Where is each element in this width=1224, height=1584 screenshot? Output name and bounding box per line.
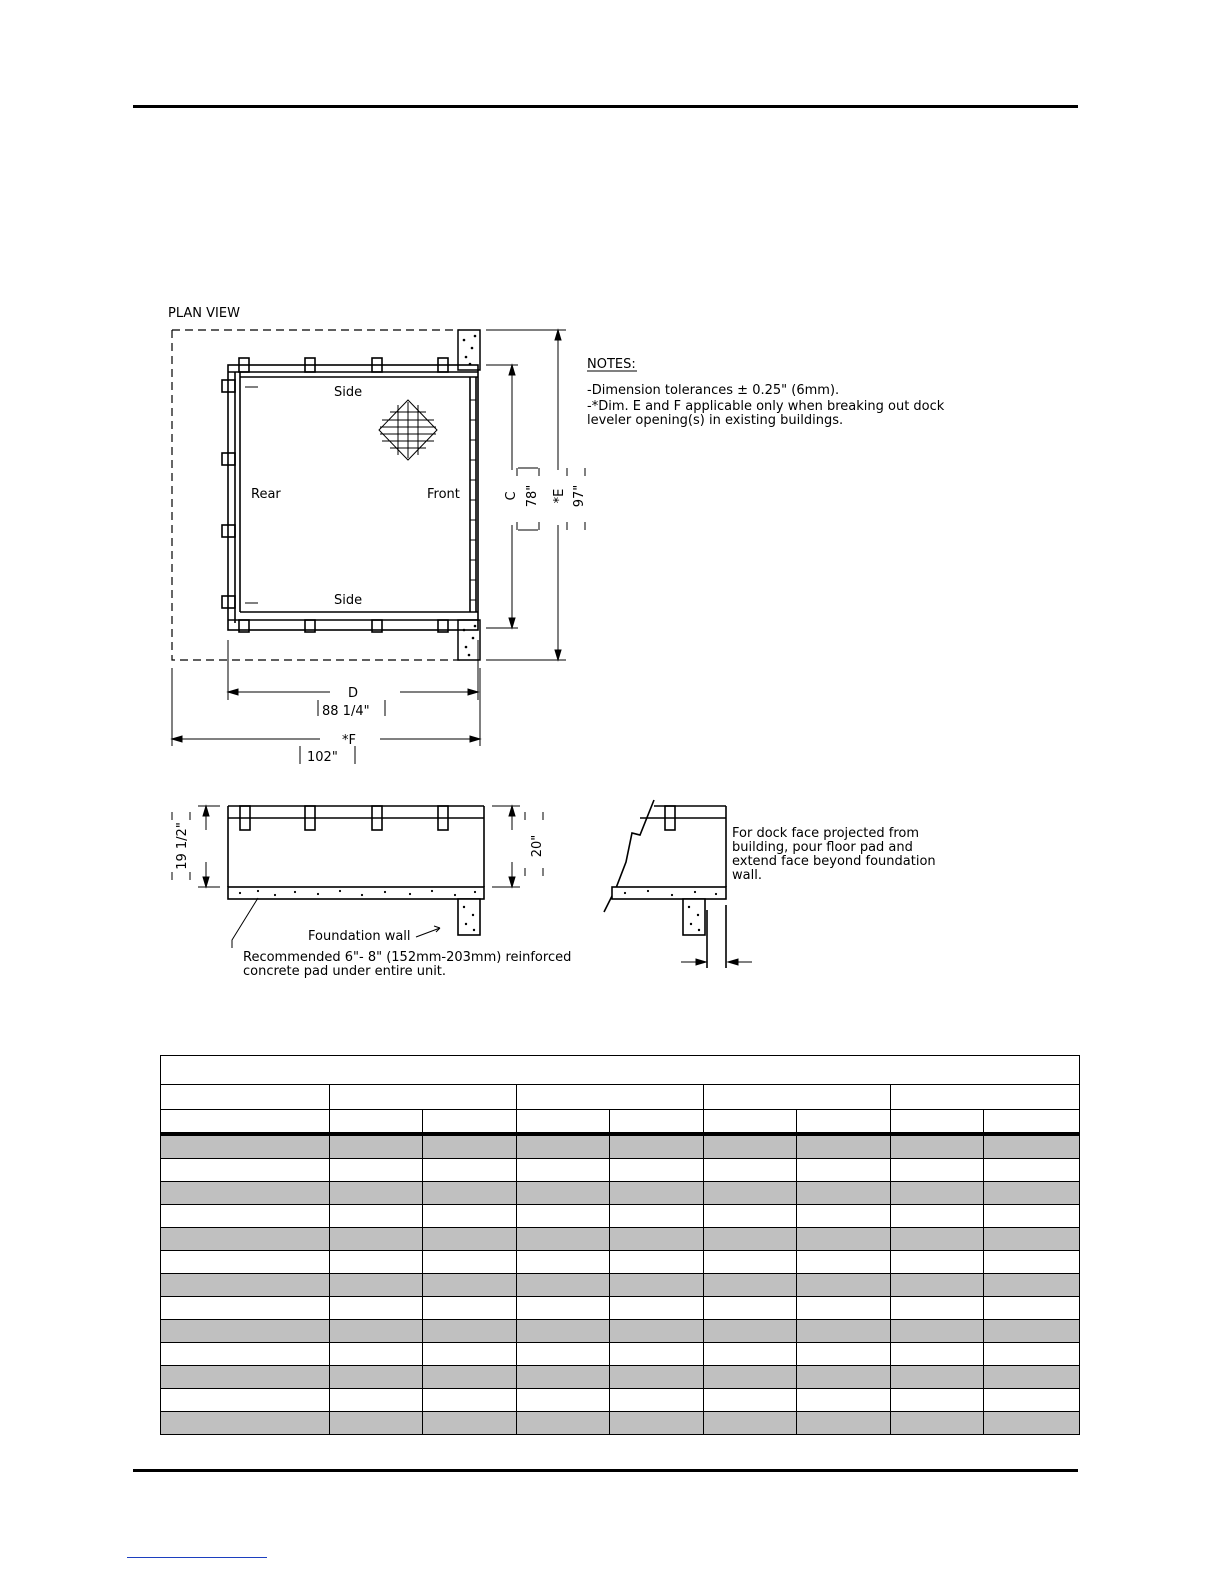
table-row — [161, 1320, 1080, 1343]
dim-f-value: 102" — [307, 750, 338, 765]
footer-rule — [133, 1469, 1078, 1472]
side-height-left: 19 1/2" — [175, 822, 190, 870]
dock-note-line-2: building, pour floor pad and — [732, 840, 913, 855]
table-row — [161, 1297, 1080, 1320]
note-2-line-2: leveler opening(s) in existing buildings. — [587, 413, 844, 428]
pad-leader — [232, 898, 258, 948]
label-front: Front — [427, 487, 460, 502]
footer-link-underline — [127, 1557, 267, 1558]
table-group-header-row — [161, 1085, 1080, 1110]
pad-note-line-2: concrete pad under entire unit. — [243, 964, 447, 979]
excavation-outline — [172, 330, 460, 660]
dim-e-value: 97" — [572, 484, 587, 508]
table-row — [161, 1134, 1080, 1159]
table-subheader-row — [161, 1110, 1080, 1135]
note-1: -Dimension tolerances ± 0.25" (6mm). — [587, 383, 840, 398]
notes-title: NOTES: — [587, 357, 636, 372]
table-row — [161, 1228, 1080, 1251]
pad-note-line-1: Recommended 6"- 8" (152mm-203mm) reinforced — [243, 950, 572, 965]
label-side-bottom: Side — [334, 593, 363, 608]
table-row — [161, 1182, 1080, 1205]
dim-d-value: 88 1/4" — [322, 704, 370, 719]
front-ticks — [470, 400, 476, 600]
dock-face-detail — [604, 800, 726, 968]
dock-note-line-3: extend face beyond foundation — [732, 854, 936, 869]
table-row — [161, 1389, 1080, 1412]
table-row — [161, 1251, 1080, 1274]
side-elevation — [228, 806, 484, 935]
table-title-row — [161, 1056, 1080, 1085]
specification-table — [160, 1055, 1080, 1435]
label-side-top: Side — [334, 385, 363, 400]
side-height-right: 20" — [530, 834, 545, 858]
dim-c-value: 78" — [525, 484, 540, 508]
tread-plate-hatch — [379, 400, 437, 460]
table-row — [161, 1274, 1080, 1297]
dim-d-letter: D — [348, 686, 359, 701]
dock-note-line-4: wall. — [732, 868, 762, 883]
dim-f-letter: *F — [342, 733, 356, 748]
table-row — [161, 1159, 1080, 1182]
dock-offset-dim — [681, 959, 752, 965]
table-row — [161, 1412, 1080, 1435]
table-row — [161, 1343, 1080, 1366]
label-rear: Rear — [251, 487, 281, 502]
table-row — [161, 1205, 1080, 1228]
plan-view-label: PLAN VIEW — [168, 306, 240, 321]
dim-e-letter: *E — [552, 488, 567, 504]
dim-c-letter: C — [504, 491, 519, 501]
table-row — [161, 1366, 1080, 1389]
foundation-wall-label: Foundation wall — [308, 929, 411, 944]
note-2-line-1: -*Dim. E and F applicable only when breaking out dock — [587, 399, 945, 414]
dock-note-line-1: For dock face projected from — [732, 826, 920, 841]
